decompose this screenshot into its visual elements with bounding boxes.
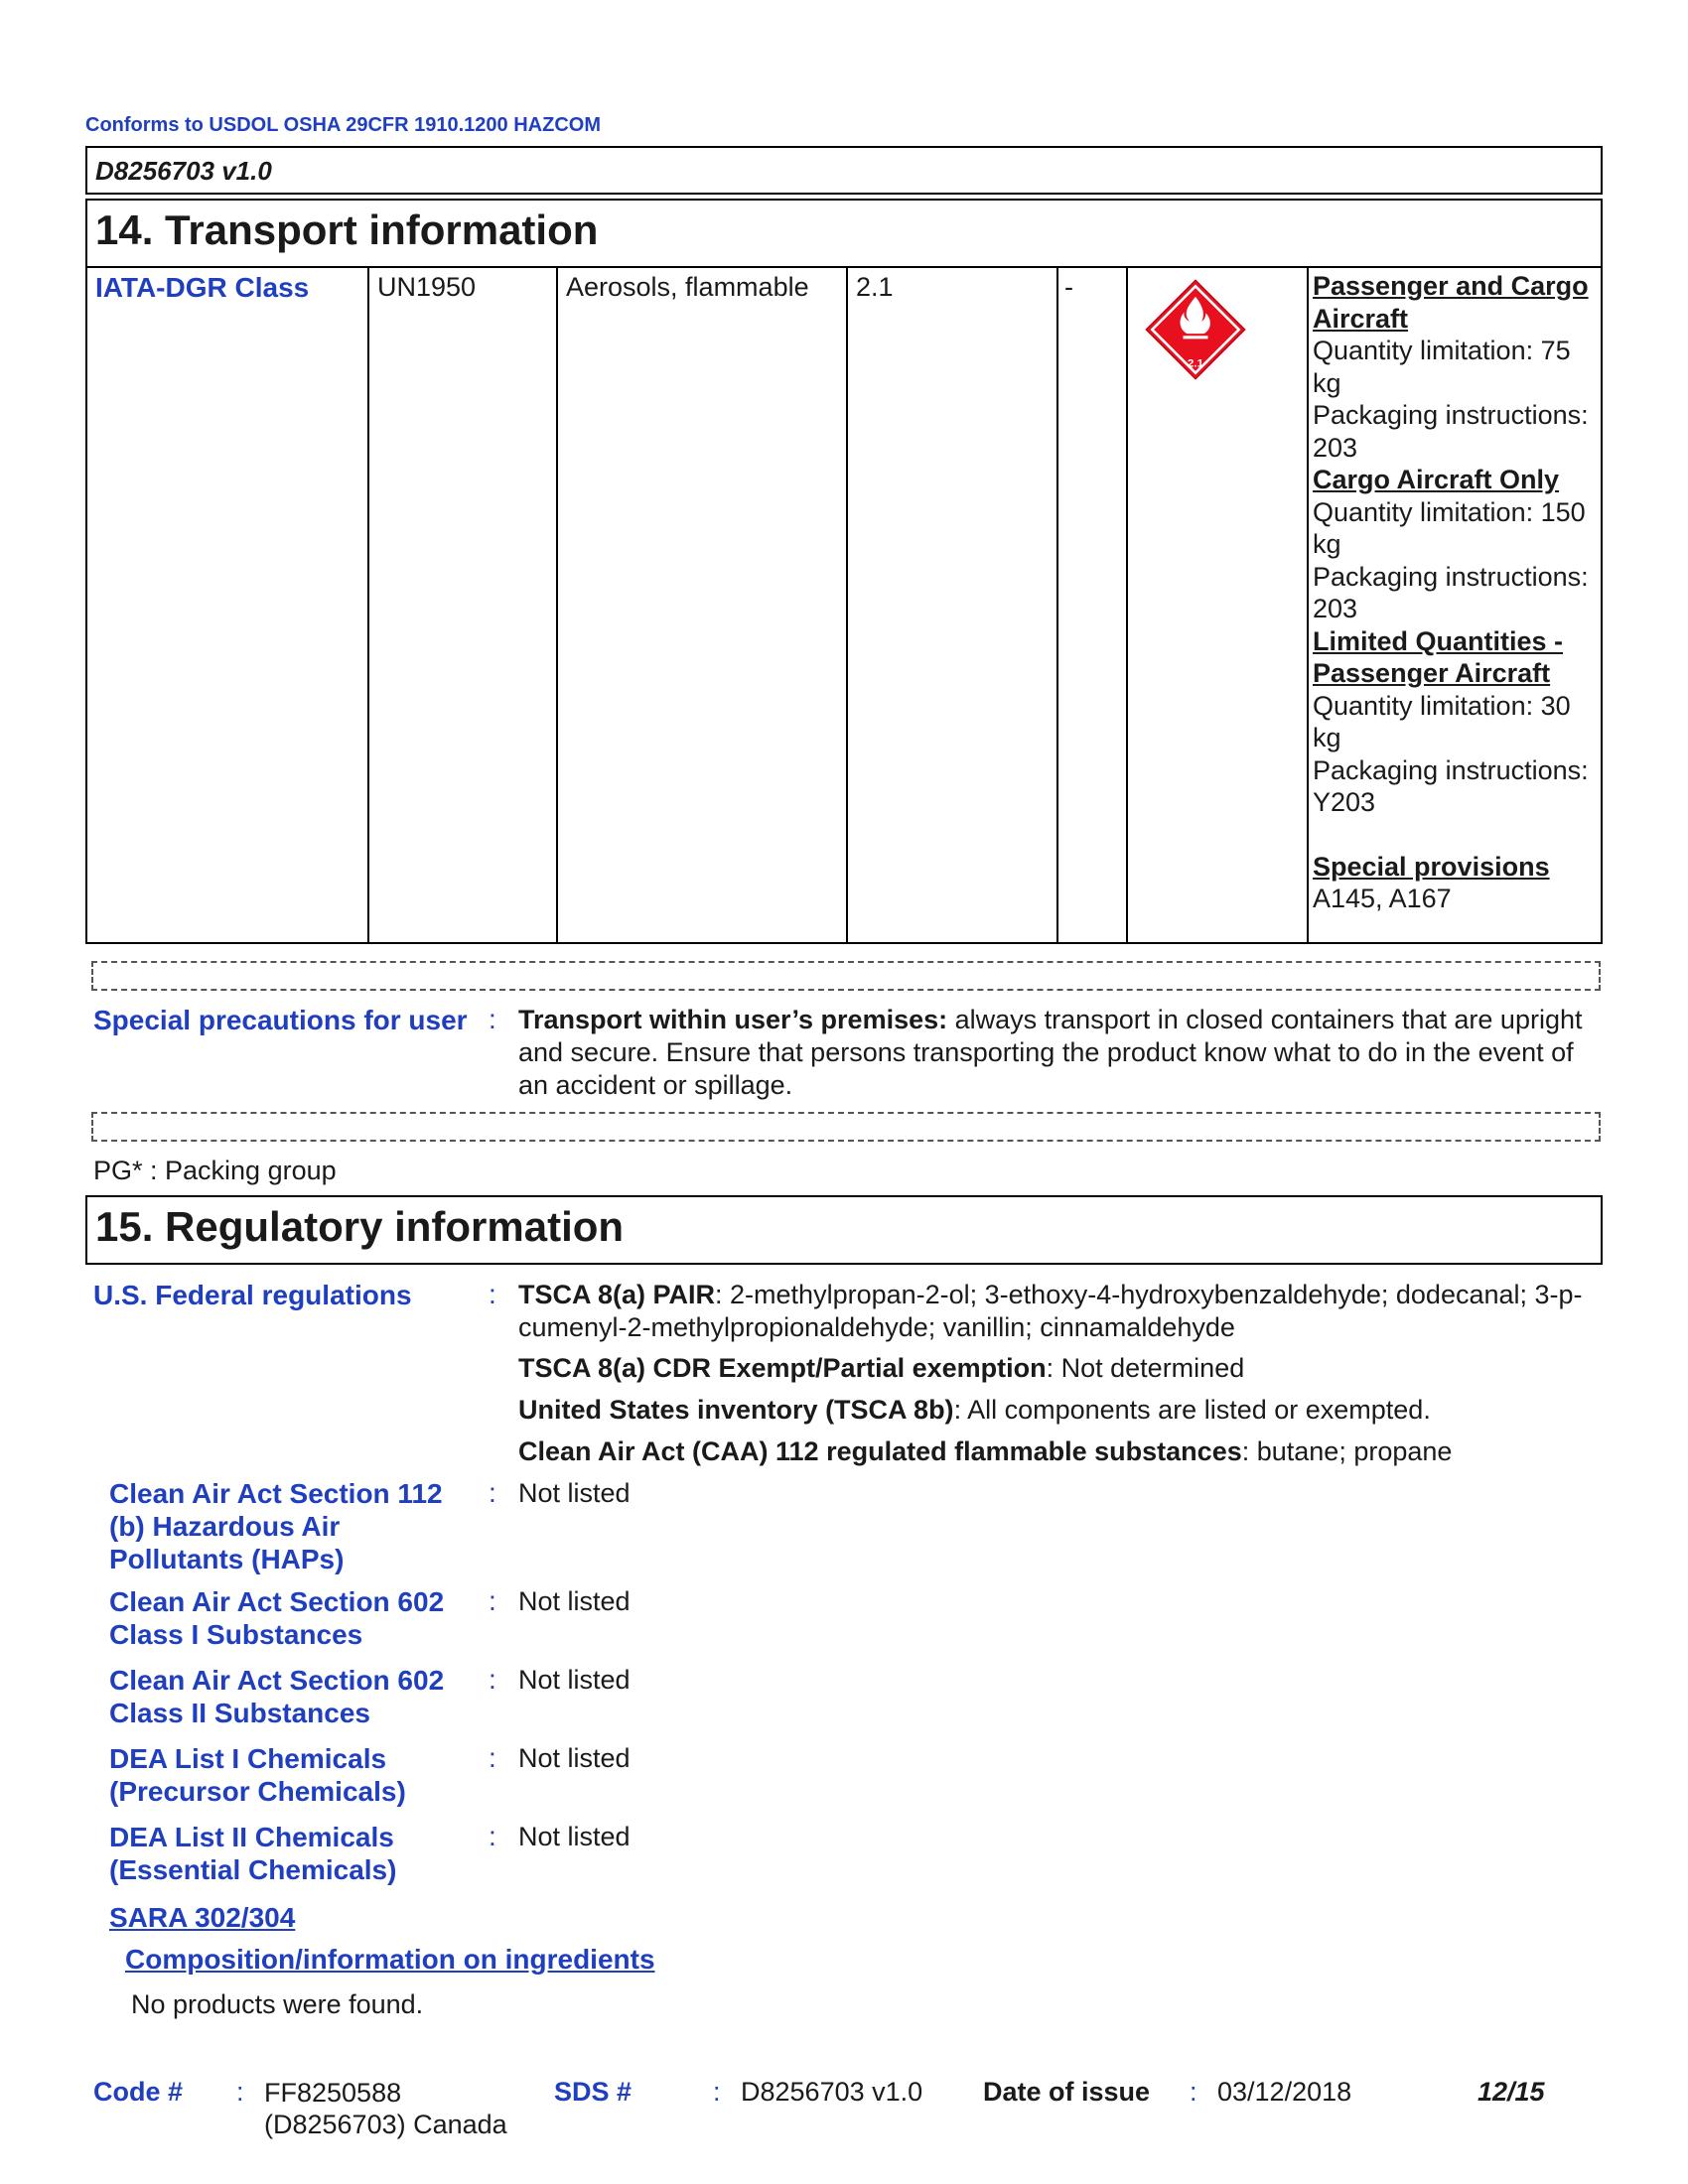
section-14-title: 14. Transport information: [85, 199, 1603, 268]
detail-line: Quantity limitation: 30 kg: [1313, 690, 1571, 752]
conformance-statement: Conforms to USDOL OSHA 29CFR 1910.1200 HAZCOM: [85, 114, 601, 136]
federal-item-text: : 2-methylpropan-2-ol; 3-ethoxy-4-hydroxybenzaldehyde; dodecanal; 3-p-cumenyl-2-methylpropionaldehyde; vanillin; cinnamaldehyde: [518, 1280, 1583, 1342]
federal-regulations-list: [518, 1279, 1601, 1468]
caa-112b-label: Clean Air Act Section 112 (b) Hazardous Air Pollutants (HAPs): [109, 1478, 443, 1574]
aircraft-details: [1313, 270, 1601, 915]
transport-table: [85, 266, 1603, 944]
footer-code-line: FF8250588: [264, 2078, 402, 2108]
document-id: D8256703 v1.0: [85, 146, 1603, 195]
flammable-gas-diamond-icon: [1144, 278, 1247, 381]
colon: :: [489, 1477, 496, 1508]
federal-item: [518, 1352, 1601, 1385]
caa-602-class2-value: Not listed: [518, 1665, 631, 1695]
colon: :: [1190, 2077, 1197, 2107]
caa-602-class1-label: Clean Air Act Section 602 Class I Substances: [109, 1586, 445, 1650]
colon: :: [713, 2077, 721, 2107]
section-15-title: 15. Regulatory information: [85, 1195, 1603, 1265]
federal-item: [518, 1279, 1601, 1344]
dea-list1-label: DEA List I Chemicals (Precursor Chemicals): [109, 1743, 406, 1807]
detail-heading: Special provisions: [1313, 851, 1550, 882]
footer-date-value: 03/12/2018: [1217, 2077, 1352, 2107]
federal-item-text: : butane; propane: [1241, 1436, 1453, 1466]
caa-112b-value: Not listed: [518, 1478, 631, 1508]
dea-list1-value: Not listed: [518, 1743, 631, 1773]
federal-item-text: : Not determined: [1046, 1353, 1245, 1383]
page-number: 12/15: [1477, 2077, 1545, 2107]
colon: :: [489, 1004, 496, 1034]
federal-item-title: TSCA 8(a) PAIR: [518, 1280, 716, 1309]
federal-item: [518, 1394, 1601, 1427]
footer-code-value: [264, 2077, 507, 2140]
composition-subheading: Composition/information on ingredients: [125, 1944, 655, 1975]
detail-heading: Passenger and Cargo Aircraft: [1313, 271, 1589, 334]
table-col-pg: [1056, 266, 1128, 942]
detail-heading: Cargo Aircraft Only: [1313, 465, 1560, 494]
colon: :: [489, 1664, 496, 1695]
colon: :: [489, 1279, 496, 1309]
footer-date-label: Date of issue: [983, 2077, 1151, 2107]
packing-group-note: PG* : Packing group: [93, 1156, 337, 1185]
table-col-label: [87, 266, 369, 942]
federal-item-title: United States inventory (TSCA 8b): [518, 1395, 954, 1425]
footer-code-line: (D8256703) Canada: [264, 2110, 507, 2139]
un-number: UN1950: [377, 272, 477, 302]
detail-line: Quantity limitation: 150 kg: [1313, 496, 1586, 559]
shipping-name: Aerosols, flammable: [566, 272, 809, 302]
federal-item-text: : All components are listed or exempted.: [953, 1395, 1431, 1425]
footer-sds-label: SDS #: [554, 2077, 633, 2107]
sara-heading: SARA 302/304: [109, 1902, 296, 1933]
federal-regulations-label: U.S. Federal regulations: [93, 1280, 412, 1310]
detail-line: Quantity limitation: 75 kg: [1313, 336, 1571, 398]
federal-item-title: TSCA 8(a) CDR Exempt/Partial exemption: [518, 1353, 1047, 1383]
table-col-class: [846, 266, 1058, 942]
dea-list2-label: DEA List II Chemicals (Essential Chemicals): [109, 1822, 397, 1885]
federal-item: [518, 1435, 1601, 1468]
special-precautions-body: always transport in closed containers that are upright and secure. Ensure that persons transporting the product know what to do in the event of an accident or spillage.: [518, 1005, 1583, 1100]
colon: :: [489, 1742, 496, 1773]
detail-line: Packaging instructions: 203: [1313, 561, 1589, 623]
detail-line: Packaging instructions: 203: [1313, 400, 1589, 463]
pictogram-class-number: 2.1: [1188, 357, 1203, 370]
colon: :: [489, 1585, 496, 1616]
detail-line: Packaging instructions: Y203: [1313, 754, 1589, 817]
table-col-name: [556, 266, 848, 942]
dashed-divider: [91, 1112, 1601, 1142]
footer-sds-value: D8256703 v1.0: [741, 2077, 923, 2107]
iata-dgr-label: IATA-DGR Class: [95, 272, 310, 303]
federal-item-title: Clean Air Act (CAA) 112 regulated flammable substances: [518, 1436, 1242, 1466]
transport-class: 2.1: [856, 272, 894, 302]
footer-code-label: Code #: [93, 2077, 184, 2107]
colon: :: [489, 1821, 496, 1851]
special-precautions-label: Special precautions for user: [93, 1005, 468, 1035]
no-products-text: No products were found.: [131, 1989, 424, 2019]
dea-list2-value: Not listed: [518, 1822, 631, 1851]
detail-heading: Limited Quantities - Passenger Aircraft: [1313, 625, 1564, 688]
detail-line: A145, A167: [1313, 884, 1452, 913]
caa-602-class2-label: Clean Air Act Section 602 Class II Substances: [109, 1665, 445, 1728]
colon: :: [236, 2077, 244, 2107]
special-precautions-bold: Transport within user’s premises:: [518, 1005, 948, 1034]
special-precautions-text: [518, 1004, 1601, 1102]
packing-group: -: [1064, 272, 1073, 302]
table-col-un: [367, 266, 558, 942]
dashed-divider: [91, 961, 1601, 991]
caa-602-class1-value: Not listed: [518, 1586, 631, 1616]
